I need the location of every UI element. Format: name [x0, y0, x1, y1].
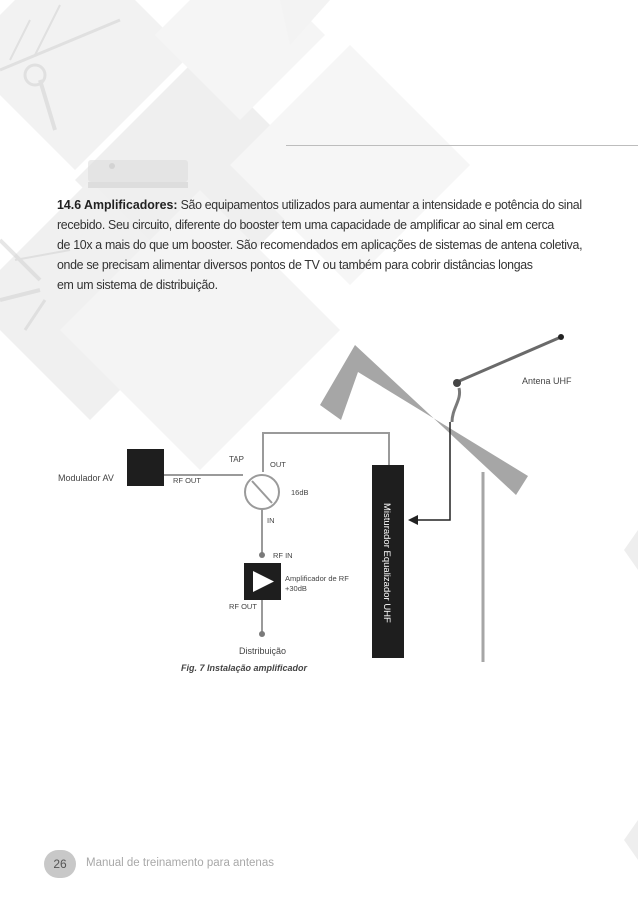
modulator-label: Modulador AV: [58, 473, 114, 483]
tap-label: TAP: [229, 455, 244, 464]
footer-title: Manual de treinamento para antenas: [86, 857, 274, 869]
paragraph-line: [57, 195, 582, 215]
amplifier-label: Amplificador de RF: [285, 574, 349, 583]
amplifier-gain: +30dB: [285, 584, 307, 593]
section-heading: 14.6 Amplificadores:: [57, 197, 178, 212]
paragraph-text: São equipamentos utilizados para aumentar a intensidade e potência do sinal: [177, 197, 582, 212]
arrow-head: [408, 515, 418, 525]
page-number: 26: [44, 850, 76, 878]
receiver-photo: [88, 160, 188, 188]
tap-out-label: OUT: [270, 460, 286, 469]
paragraph-line: em um sistema de distribuição.: [57, 277, 218, 292]
page-edge-mark: [624, 530, 638, 570]
av-modulator-box: [127, 449, 164, 486]
tap-db-label: 16dB: [291, 488, 309, 497]
amplifiers-paragraph: [57, 195, 583, 295]
rf-out-connector: [259, 631, 265, 637]
paragraph-line: onde se precisam alimentar diversos pontos de TV ou também para cobrir distâncias longas: [57, 257, 533, 272]
tap-in-label: IN: [267, 516, 275, 525]
paragraph-line: de 10x a mais do que um booster. São recomendados em aplicações de sistemas de antena coletiva,: [57, 237, 583, 252]
antenna-label: Antena UHF: [522, 376, 572, 386]
roof-shape: [320, 345, 528, 495]
distribution-label: Distribuição: [239, 646, 287, 656]
modulator-rf-out-label: RF OUT: [173, 476, 201, 485]
figure-caption: Fig. 7 Instalação amplificador: [181, 663, 308, 673]
mixer-label: Misturador Equalizador UHF: [381, 503, 392, 623]
amp-rf-out-label: RF OUT: [229, 602, 257, 611]
amp-rf-in-label: RF IN: [273, 551, 293, 560]
page-edge-mark-bottom: [624, 820, 638, 860]
antenna-feed-line: [415, 422, 450, 520]
rf-in-connector: [259, 552, 265, 558]
installation-diagram: [0, 325, 638, 685]
paragraph-line: recebido. Seu circuito, diferente do booster tem uma capacidade de amplificar ao sinal em cerca: [57, 217, 554, 232]
header-rule: [286, 145, 638, 146]
